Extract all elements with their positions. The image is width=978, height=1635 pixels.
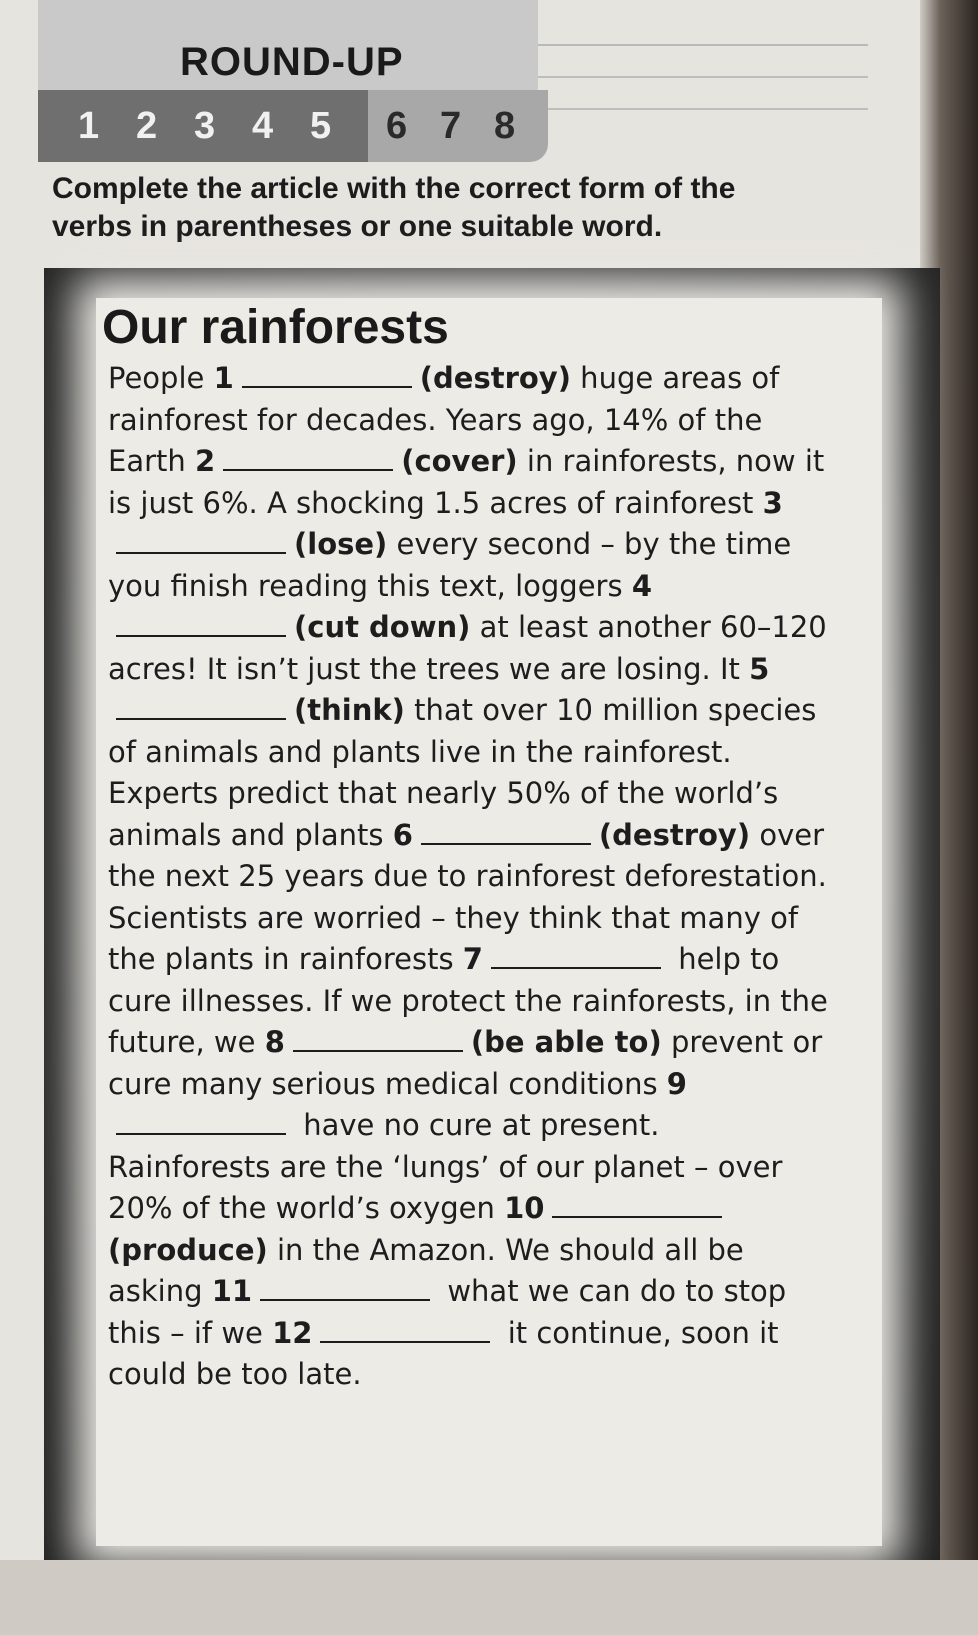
answer-blank[interactable] (260, 1275, 430, 1301)
gap-number: 4 (631, 568, 652, 603)
article-text: that over 10 million species of animals and plants live in the rainforest. Experts predict that nearly 50% of the world’s animals and plants (108, 693, 817, 852)
answer-blank[interactable] (223, 445, 393, 471)
verb-prompt: (lose) (294, 527, 388, 561)
verb-prompt: (think) (294, 693, 405, 727)
article-text: what we can do to stop this – if we (108, 1274, 787, 1350)
article-text: it continue, soon it could be too late. (108, 1315, 779, 1391)
answer-blank[interactable] (116, 1109, 286, 1135)
article-text: help to cure illnesses. If we protect the rainforests, in the future, we (108, 942, 828, 1059)
gap-number: 11 (211, 1274, 253, 1308)
article-paragraph (108, 358, 828, 1396)
verb-prompt: (destroy) (598, 817, 751, 852)
unit-number: 1 (78, 104, 100, 147)
article-text: at least another 60–120 acres! It isn’t just the trees we are losing. It (108, 610, 827, 686)
gap-number: 12 (272, 1315, 313, 1350)
gap-number: 1 (213, 361, 234, 395)
answer-blank[interactable] (320, 1317, 490, 1343)
gap-number: 2 (195, 444, 216, 478)
article-text: in rainforests, now it is just 6%. A shocking 1.5 acres of rainforest (108, 444, 825, 520)
answer-blank[interactable] (242, 362, 412, 388)
article-text: huge areas of rainforest for decades. Years ago, 14% of the Earth (108, 361, 780, 478)
article-title: Our rainforests (102, 301, 449, 354)
verb-prompt: (cut down) (294, 610, 471, 644)
unit-nav (38, 90, 548, 162)
answer-blank[interactable] (552, 1192, 722, 1218)
exercise-instruction: Complete the article with the correct form of the verbs in parentheses or one suitable word. (52, 172, 736, 243)
unit-number: 3 (194, 104, 216, 147)
verb-prompt: (destroy) (419, 361, 571, 395)
gap-number: 3 (762, 485, 783, 520)
gap-number: 7 (462, 942, 483, 976)
unit-number: 4 (252, 104, 274, 147)
unit-number: 8 (494, 104, 516, 147)
unit-nav-upcoming (368, 90, 548, 162)
article-text: prevent or cure many serious medical conditions (108, 1025, 823, 1101)
verb-prompt: (produce) (108, 1232, 268, 1267)
gap-number: 9 (666, 1066, 687, 1101)
gap-number: 5 (749, 651, 770, 686)
verb-prompt: (be able to) (470, 1025, 662, 1059)
answer-blank[interactable] (293, 1026, 463, 1052)
article-text: every second – by the time you finish reading this text, loggers (108, 527, 792, 603)
answer-blank[interactable] (491, 943, 661, 969)
article-text: over the next 25 years due to rainforest deforestation. Scientists are worried – they think that many of the plants in rainforests (108, 817, 827, 976)
unit-number: 6 (386, 104, 408, 147)
section-title: ROUND-UP (180, 40, 404, 84)
answer-blank[interactable] (421, 819, 591, 845)
article-text: People (108, 361, 214, 395)
unit-number: 5 (310, 104, 332, 147)
gap-number: 6 (392, 817, 413, 852)
article-text: have no cure at present. Rainforests are the ‘lungs’ of our planet – over 20% of the world’s oxygen (108, 1108, 783, 1225)
article-body (108, 358, 828, 1396)
unit-number: 2 (136, 104, 158, 147)
answer-blank[interactable] (116, 694, 286, 720)
verb-prompt: (cover) (401, 444, 518, 478)
article-text: in the Amazon. We should all be asking (108, 1232, 744, 1308)
gap-number: 10 (504, 1191, 545, 1225)
header-rule-lines (538, 44, 868, 126)
page-bottom (0, 1560, 978, 1635)
unit-number: 7 (440, 104, 462, 147)
answer-blank[interactable] (116, 611, 286, 637)
gap-number: 8 (264, 1025, 285, 1059)
answer-blank[interactable] (116, 528, 286, 554)
unit-nav-completed (38, 90, 368, 162)
